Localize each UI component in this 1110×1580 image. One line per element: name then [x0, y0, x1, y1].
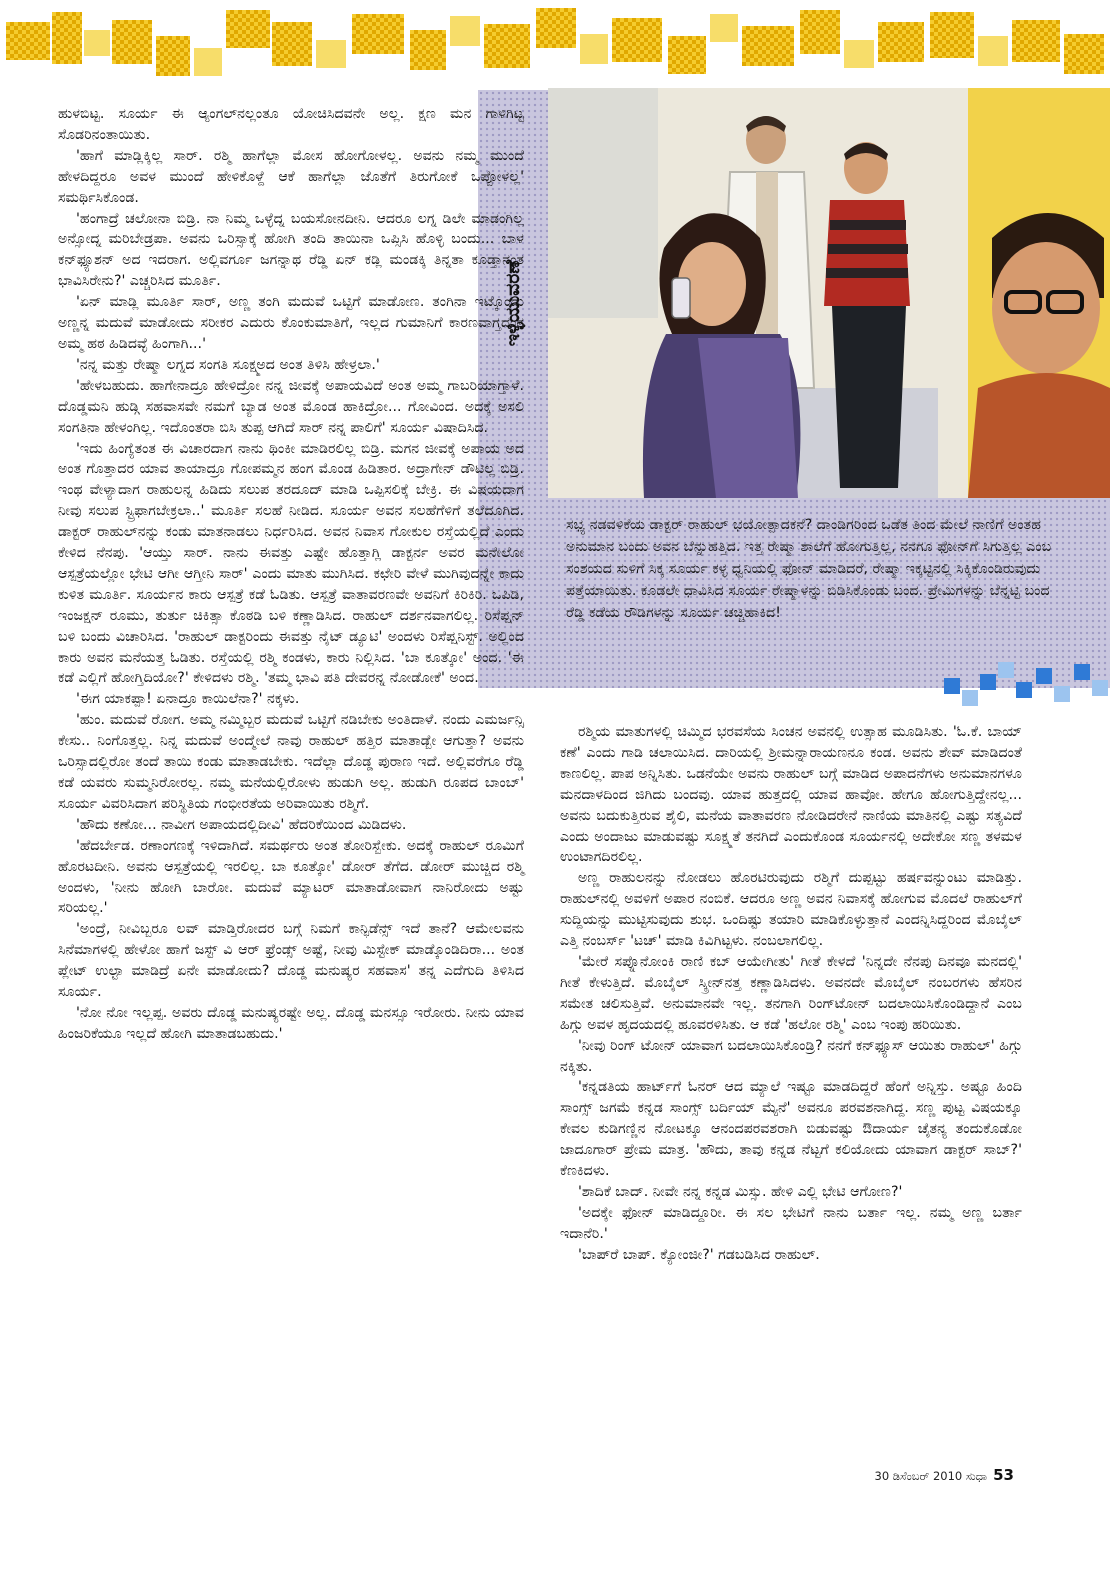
paragraph: 'ನನ್ನ ಮತ್ತು ರೇಷ್ಮಾ ಲಗ್ನದ ಸಂಗತಿ ಸೂಕ್ಷ್ಮಅದ ಅಂತ ತಿಳಿಸಿ ಹೇಳ್ರಲಾ.' [76, 356, 380, 373]
banner-block [1064, 34, 1104, 74]
illustration-image [548, 88, 1110, 498]
banner-block [194, 48, 222, 76]
banner-block [484, 24, 530, 68]
paragraph: 'ಹಾಗೆ ಮಾಡ್ಲಿಕ್ಕಿಲ್ಲ ಸಾರ್. ರಶ್ಮಿ ಹಾಗೆಲ್ಲಾ ಮೋಸ ಹೋಗೋಳಲ್ಲ. ಅವನು ನಮ್ಮ ಮುಂದೆ ಹೇಳದಿದ್ದರೂ ಅವಳ ಮುಂದೆ ಹೇಳಿಕೊಳ್ದೆ ಆಕೆ ಹಾಗೆಲ್ಲಾ ಜೊತೆಗೆ ತಿರುಗೋಕೆ ಒಪ್ಪೋಳಲ್ಲ' ಸಮರ್ಥಿಸಿಕೊಂಡ. [58, 147, 524, 206]
banner-block [1012, 20, 1060, 62]
right-text-column [560, 722, 1022, 1266]
paragraph: 'ಹುಂ. ಮದುವೆ ರೋಗ. ಅಮ್ಮ ನಮ್ಮಿಬ್ಬರ ಮದುವೆ ಒಟ್ಟಿಗೆ ನಡಿಬೇಕು ಅಂತಿದಾಳೆ. ನಂದು ಎಮರ್ಜನ್ಸಿ ಕೇಸು.. ನಿಂಗೊತ್ತಲ್ಲ. ನಿನ್ನ ಮದುವೆ ಅಂದ್ಮೇಲೆ ನಾವು ರಾಹುಲ್ ಹತ್ತಿರ ಮಾತಾಡ್ಬೇ ಆಗುತ್ತಾ? ಅವನು ಒರಿಸ್ಸಾದಲ್ಲಿರೋ ತಂದೆ ತಾಯಿ ಕಂಡು ಮಾತಾಡಬೇಕು. ಇದೆಲ್ಲಾ ದೊಡ್ಡ ಪುರಾಣ ಇದೆ. ಅಲ್ಲಿವರೆಗೂ ರೆಡ್ಡಿ ಕಡೆ ಯವರು ಸುಮ್ಮನಿರೋರಲ್ಲ. ನಮ್ಮ ಮನೆಯಲ್ಲಿರೋಳು ಹುಡುಗಿ ಅಲ್ಲ. ಹುಡುಗಿ ರೂಪದ ಬಾಂಬ್' ಸೂರ್ಯ ವಿವರಿಸಿದಾಗ ಪರಿಸ್ಥಿತಿಯ ಗಂಭೀರತೆಯ ಅರಿವಾಯಿತು ರಶ್ಮಿಗೆ. [58, 712, 524, 812]
banner-block [978, 36, 1008, 66]
paragraph: 'ಹೆದರ್ಬೇಡ. ರಣಾಂಗಣಕ್ಕೆ ಇಳಿದಾಗಿದೆ. ಸಮರ್ಥರು ಅಂತ ತೋರಿಸ್ಬೇಕು. ಅದಕ್ಕೆ ರಾಹುಲ್ ರೂಮಿಗೆ ಹೊರಟದೀನಿ. ಅವನು ಆಸ್ಪತ್ರೆಯಲ್ಲಿ ಇರಲಿಲ್ಲ. ಬಾ ಕೂತ್ಕೋ' ಡೋರ್ ತೆಗೆದ. ಡೋರ್ ಮುಚ್ಚಿದ ರಶ್ಮಿ ಅಂದಳು, 'ನೀನು ಹೋಗಿ ಬಾರೋ. ಮದುವೆ ಮ್ಯಾಟರ್ ಮಾತಾಡೋವಾಗ ನಾನಿರೋದು ಅಷ್ಟು ಸರಿಯಲ್ಲ.' [58, 837, 524, 917]
banner-block [580, 34, 608, 64]
banner-block [710, 14, 738, 42]
paragraph: 'ಶಾದಿಕೆ ಬಾದ್. ನೀವೇ ನನ್ನ ಕನ್ನಡ ಮಿಸ್ಸು. ಹೇಳಿ ಎಲ್ಲಿ ಭೇಟಿ ಆಗೋಣ?' [578, 1183, 903, 1200]
blue-square [1016, 682, 1032, 698]
illustrator-byline: ಇಳ್ಳಿಯುವರಣೆ [502, 259, 524, 347]
paragraph: ರಶ್ಮಿಯ ಮಾತುಗಳಲ್ಲಿ ಚಿಮ್ಮಿದ ಭರವಸೆಯ ಸಿಂಚನ ಅವನಲ್ಲಿ ಉತ್ಸಾಹ ಮೂಡಿಸಿತು. 'ಓ.ಕೆ. ಬಾಯ್ ಕಣೆ' ಎಂದು ಗಾಡಿ ಚಲಾಯಿಸಿದ. ದಾರಿಯಲ್ಲಿ ಶ್ರೀಮನ್ನಾರಾಯಣನೂ ಕಂಡ. ಅವನು ಶೇವ್ ಮಾಡಿದಂತೆ ಕಾಣಲಿಲ್ಲ. ಪಾಪ ಅನ್ನಿಸಿತು. ಒಡನೆಯೇ ಅವನು ರಾಹುಲ್ ಬಗ್ಗೆ ಮಾಡಿದ ಅಪಾದನೆಗಳು ಅನುಮಾನಗಳೂ ಮನದಾಳದಿಂದ ಜಿಗಿದು ಬಂದವು. ಯಾವ ಹುತ್ತದಲ್ಲಿ ಯಾವ ಹಾವೋ. ಹೇಗೂ ಹೋಗುತ್ತಿದ್ದೇನಲ್ಲ... ಅವನು ಬದುಕುತ್ತಿರುವ ಶೈಲಿ, ಮನೆಯ ವಾತಾವರಣ ನೋಡಿದರೇನೆ ನಾಣಿಯ ಮಾತಿನಲ್ಲಿ ಎಷ್ಟು ಸತ್ಯವಿದೆ ಎಂದು ಅಂದಾಜು ಮಾಡುವಷ್ಟು ಸೂಕ್ಷ್ಮತೆ ತನಗಿದೆ ಎಂದುಕೊಂಡ ಸೂರ್ಯನಲ್ಲಿ ಅದೇಕೋ ಸಣ್ಣ ತಳಮಳ ಉಂಟಾಗದಿರಲಿಲ್ಲ. [560, 724, 1022, 866]
banner-block [450, 16, 480, 46]
paragraph: 'ಇದು ಹಿಂಗ್ಯೆತಂತ ಈ ವಿಚಾರದಾಗ ನಾನು ಥಿಂಕೀ ಮಾಡಿರಲಿಲ್ಲ ಬಿಡ್ರಿ. ಮಗನ ಜೀವಕ್ಕೆ ಅಪಾಯ ಅದ ಅಂತ ಗೊತ್ತಾದರ ಯಾವ ತಾಯಾದ್ರೂ ಗೋಪಮ್ಮನ ಹಂಗ ಮೊಂಡ ಹಿಡಿತಾರ. ಅದ್ರಾಗೇನ್ ಡೌಟಿಲ್ಲ ಬಿಡ್ರಿ. ಇಂಥ ವೇಳ್ಯಾದಾಗ ರಾಹುಲನ್ನ ಹಿಡಿದು ಸಲುಪ ತರದೂದ್ ಮಾಡಿ ಒಪ್ಪಿಸಲಿಕ್ಕೆ ಬೇಕ್ರಿ. ಈ ವಿಷಯದಾಗ ನೀವು ಸಲುಪ ಸ್ಟ್ರಿಫಾಗಬೇಕ್ರಲಾ..' ಮೂರ್ತಿ ಸಲಹೆ ನೀಡಿದ. ಸೂರ್ಯ ಅವನ ಸಲಹೆಗೆಳಿಗೆ ತಲೆದೂಗಿದ. ಡಾಕ್ಟರ್ ರಾಹುಲ್‌ನನ್ನು ಕಂಡು ಮಾತನಾಡಲು ನಿರ್ಧರಿಸಿದ. ಅವನ ನಿವಾಸ ಗೋಕುಲ ರಸ್ತೆಯಲ್ಲಿದೆ ಎಂದು ಕೇಳಿದ ನೆನಪು. 'ಆಯ್ತು ಸಾರ್. ನಾನು ಈವತ್ತು ಎಷ್ಟೇ ಹೊತ್ತಾಗ್ಲಿ ಡಾಕ್ಟರ್ನ ಅವರ ಮನೇಲೋ ಆಸ್ಪತ್ರೆಯಲ್ಲೋ ಭೇಟಿ ಆಗೀ ಆಗ್ತೀನಿ ಸಾರ್' ಎಂದು ಮಾತು ಮುಗಿಸಿದ. ಕಛೇರಿ ವೇಳೆ ಮುಗಿವುದನ್ನೇ ಕಾದು ಕುಳಿತ ಮೂರ್ತಿ. ಸೂರ್ಯನ ಕಾರು ಆಸ್ಪತ್ರೆ ಕಡೆ ಓಡಿತು. ಆಸ್ಪತ್ರೆ ವಾತಾವರಣವೇ ಅವನಿಗೆ ಕಿರಿಕಿರಿ. ಒಪಿಡಿ, ಇಂಜಕ್ಷನ್ ರೂಮು, ತುರ್ತು ಚಿಕಿತ್ಸಾ ಕೊಠಡಿ ಬಳಿ ಕಣ್ಣಾಡಿಸಿದ. ರಾಹುಲ್ ದರ್ಶನವಾಗಲಿಲ್ಲ. ರಿಸೆಪ್ಷನ್ ಬಳಿ ಬಂದು ವಿಚಾರಿಸಿದ. 'ರಾಹುಲ್ ಡಾಕ್ಟರಿಂದು ಈವತ್ತು ನೈಟ್ ಡ್ಯೂಟಿ' ಅಂದಳು ರಿಸೆಪ್ಷನಿಸ್ಟ್. ಅಲ್ಲಿಂದ ಕಾರು ಅವನ ಮನೆಯತ್ತ ಓಡಿತು. ರಸ್ತೆಯಲ್ಲಿ ರಶ್ಮಿ ಕಂಡಳು, ಕಾರು ನಿಲ್ಲಿಸಿದ. 'ಬಾ ಕೂತ್ಕೋ' ಅಂದ. 'ಈ ಕಡೆ ಎಲ್ಲಿಗೆ ಹೋಗ್ತಿದಿಯೋ?' ಕೇಳಿದಳು ರಶ್ಮಿ. 'ತಮ್ಮ ಭಾವಿ ಪತಿ ದೇವರನ್ನ ನೋಡೋಕೆ' ಅಂದ. [58, 440, 525, 687]
story-illustration [548, 88, 1110, 498]
banner-block [112, 20, 152, 64]
paragraph: 'ಅಂದ್ರೆ, ನೀವಿಬ್ಬರೂ ಲವ್ ಮಾಡ್ತಿರೋದರ ಬಗ್ಗೆ ನಿಮಗೆ ಕಾನ್ಫಿಡೆನ್ಸ್ ಇದೆ ತಾನೆ? ಆಮೇಲವನು ಸಿನೆಮಾಗಳಲ್ಲಿ ಹೇಳೋ ಹಾಗೆ ಜಸ್ಟ್ ವಿ ಆರ್ ಫ್ರೆಂಡ್ಸ್ ಅಷ್ಟೆ, ನೀವು ಮಿಸ್ಟೇಕ್ ಮಾಡ್ಕೊಂಡಿದಿರಾ... ಅಂತ ಪ್ಲೇಟ್ ಉಲ್ಟಾ ಮಾಡಿದ್ರೆ ಏನೇ ಮಾಡೋದು? ದೊಡ್ಡ ಮನುಷ್ಯರ ಸಹವಾಸ' ತನ್ನ ಎದೆಗುದಿ ತಿಳಿಸಿದ ಸೂರ್ಯ. [58, 921, 524, 1001]
paragraph: 'ಏನ್ ಮಾಡ್ಲಿ ಮೂರ್ತಿ ಸಾರ್, ಅಣ್ಣ ತಂಗಿ ಮದುವೆ ಒಟ್ಟಿಗೆ ಮಾಡೋಣ. ತಂಗಿನಾ ಇಟ್ಕೊಂಡು ಅಣ್ಣನ್ನ ಮದುವೆ ಮಾಡೋದು ಸರೀಕರ ಎದುರು ಕೊಂಕುಮಾತಿಗೆ, ಇಲ್ಲದ ಗುಮಾನಿಗೆ ಕಾರಣವಾಗ್ತದಂತ ಅಮ್ಮ ಹಠ ಹಿಡಿದವ್ಳೆ ಹಿಂಗಾಗಿ...' [58, 294, 524, 352]
blue-square [998, 662, 1014, 678]
banner-block [844, 40, 874, 68]
left-text-column [58, 104, 524, 1045]
paragraph: 'ಈಗ ಯಾಕಪ್ಪಾ! ಏನಾದ್ರೂ ಕಾಯಿಲೆನಾ?' ನಕ್ಕಳು. [76, 691, 300, 708]
banner-block [536, 8, 576, 48]
top-decorative-banner [0, 0, 1110, 92]
blue-square [1054, 686, 1070, 702]
banner-block [742, 26, 794, 66]
banner-block [316, 40, 346, 68]
paragraph: 'ಬಾಪ್‌ರೆ ಬಾಪ್. ಕ್ಯೋಂಜೀ?' ಗಡಬಡಿಸಿದ ರಾಹುಲ್. [578, 1246, 820, 1263]
blue-square [962, 690, 978, 706]
banner-block [930, 12, 974, 58]
banner-block [410, 30, 446, 70]
paragraph: 'ಕನ್ನಡತಿಯ ಹಾರ್ಟ್‌ಗೆ ಓನರ್ ಆದ ಮ್ಯಾಲೆ ಇಷ್ಟೂ ಮಾಡದಿದ್ದರೆ ಹೆಂಗೆ ಅನ್ನಿಸ್ತು. ಅಷ್ಟೂ ಹಿಂದಿ ಸಾಂಗ್ಸ್ ಜಗಮೆ ಕನ್ನಡ ಸಾಂಗ್ಸ್ ಬರ್ದಿಯ್ ಮ್ಯೆನೆ' ಅವನೂ ಪರವಶನಾಗಿದ್ದ. ಸಣ್ಣ ಪುಟ್ಟ ವಿಷಯಕ್ಕೂ ಕೇವಲ ಕುಡಿಗಣ್ಣಿನ ನೋಟಕ್ಕೂ ಆನಂದಪರವಶರಾಗಿ ಬಿಡುವಷ್ಟು ಔದಾರ್ಯ ಚೈತನ್ಯ ತಂದುಕೊಡೋ ಜಾದೂಗಾರ್ ಪ್ರೇಮ ಮಾತ್ರ. 'ಹೌದು, ತಾವು ಕನ್ನಡ ನೆಟ್ಟಗೆ ಕಲಿಯೋದು ಯಾವಾಗ ಡಾಕ್ಟರ್ ಸಾಬ್?' ಕೆಣಕಿದಳು. [560, 1079, 1022, 1180]
banner-block [226, 10, 270, 48]
paragraph: ಅಣ್ಣ ರಾಹುಲನನ್ನು ನೋಡಲು ಹೊರಟಿರುವುದು ರಶ್ಮಿಗೆ ದುಪ್ಪಟ್ಟು ಹರ್ಷವನ್ನುಂಟು ಮಾಡಿತ್ತು. ರಾಹುಲ್‌ನಲ್ಲಿ ಅವಳಿಗೆ ಅಪಾರ ನಂಬಿಕೆ. ಆದರೂ ಅಣ್ಣ ಅವನ ನಿವಾಸಕ್ಕೆ ಹೋಗುವ ಮೊದಲೆ ರಾಹುಲ್‌ಗೆ ಸುದ್ದಿಯನ್ನು ಮುಟ್ಟಿಸುವುದು ಶುಭ. ಒಂದಿಷ್ಟು ತಯಾರಿ ಮಾಡಿಕೊಳ್ಳುತ್ತಾನೆ ಎಂದನ್ನಿಸಿದ್ದರಿಂದ ಮೊಬೈಲ್ ಎತ್ತಿ ನಂಬರ್ಸ್ 'ಟಚ್' ಮಾಡಿ ಕಿವಿಗಿಟ್ಟಳು. ನಂಬಲಾಗಲಿಲ್ಲ. [560, 870, 1022, 950]
blue-square [944, 678, 960, 694]
banner-block [6, 22, 50, 60]
banner-block [272, 22, 312, 66]
banner-block [156, 36, 190, 76]
page-footer [875, 1466, 1015, 1484]
paragraph: 'ನೀವು ರಿಂಗ್ ಟೋನ್ ಯಾವಾಗ ಬದಲಾಯಿಸಿಕೊಂಡ್ರಿ? ನನಗೆ ಕನ್‌ಫ್ಯೂಸ್ ಆಯಿತು ರಾಹುಲ್' ಹಿಗ್ಗು ನಕ್ಕಿತು. [560, 1037, 1022, 1075]
banner-block [84, 30, 110, 56]
page-number: 53 [993, 1466, 1014, 1484]
banner-block [668, 36, 706, 74]
paragraph: 'ಮೇರೆ ಸಪ್ನೊನೋಂಕಿ ರಾಣಿ ಕಬ್ ಆಯೇಗೀತು' ಗೀತೆ ಕೇಳದೆ 'ನಿನ್ನದೇ ನೆನಪು ದಿನವೂ ಮನದಲ್ಲಿ' ಗೀತೆ ಕೇಳುತ್ತಿದೆ. ಮೊಬೈಲ್ ಸ್ಕ್ರೀನ್‌ನತ್ತ ಕಣ್ಣಾಡಿಸಿದಳು. ಅವನದೇ ಮೊಬೈಲ್ ನಂಬರಗಳು ಹೆಸರಿನ ಸಮೇತ ಚಲಿಸುತ್ತಿವೆ. ಅನುಮಾನವೇ ಇಲ್ಲ. ತನಗಾಗಿ ರಿಂಗ್‌ಟೋನ್ ಬದಲಾಯಿಸಿಕೊಂಡಿದ್ದಾನೆ ಎಂಬ ಹಿಗ್ಗು ಅವಳ ಹೃದಯದಲ್ಲಿ ಹೂವರಳಿಸಿತು. ಆ ಕಡೆ 'ಹಲೋ ರಶ್ಮಿ' ಎಂಬ ಇಂಪು ಹರಿಯಿತು. [560, 953, 1022, 1033]
banner-block [878, 22, 924, 62]
blue-square [1074, 664, 1090, 680]
paragraph: 'ಹಂಗಾದ್ರೆ ಚಲೋನಾ ಬಿಡ್ರಿ. ನಾ ನಿಮ್ಮ ಒಳ್ಳೆದ್ನ ಬಯಸೋನದೀನಿ. ಆದರೂ ಲಗ್ನ ಡಿಲೇ ಮಾಡಂಗಿಲ್ಲ ಅನ್ಸೋದ್ನ ಮರಿಬೇಡ್ರಪಾ. ಅವನು ಒರಿಸ್ಸಾಕ್ಕೆ ಹೋಗಿ ತಂದಿ ತಾಯಿನಾ ಒಪ್ಸಿಸಿ ಹೊಳ್ಳಿ ಬಂದು... ಬಾಳ ಕನ್‌ಫ್ಯೂಶನ್ ಅದ ಇದರಾಗ. ಅಲ್ಲಿವರ್ಗೂ ಜಗನ್ನಾಥ ರೆಡ್ಡಿ ಏನ್ ಕಡ್ಲಿ ಮಂಡಕ್ಕಿ ತಿನ್ನತಾ ಕೂಡ್ತಾನಂತ ಭಾವಿಸಿರೇನು?' ಎಚ್ಚರಿಸಿದ ಮೂರ್ತಿ. [58, 210, 524, 290]
paragraph: 'ಅದಕ್ಕೇ ಫೋನ್ ಮಾಡಿದ್ದೂರೀ. ಈ ಸಲ ಭೇಟಿಗೆ ನಾನು ಬರ್ತಾ ಇಲ್ಲ. ನಮ್ಮ ಅಣ್ಣ ಬರ್ತಾ ಇದಾನೆರಿ.' [560, 1204, 1022, 1242]
blue-square [1092, 680, 1108, 696]
footer-date-magazine: 30 ಡಿಸೆಂಬರ್ 2010 ಸುಧಾ [874, 1469, 988, 1483]
blue-square [1036, 668, 1052, 684]
banner-block [352, 14, 404, 54]
blue-square [980, 674, 996, 690]
banner-block [800, 10, 840, 54]
decorative-blue-squares [944, 660, 1110, 708]
banner-block [52, 12, 82, 64]
illustration-caption: ಸಭ್ಯ ನಡವಳಿಕೆಯ ಡಾಕ್ಟರ್ ರಾಹುಲ್ ಭಯೋತ್ಪಾದಕನೆ? ದಾಂಡಿಗರಿಂದ ಒಡೆತ ತಿಂದ ಮೇಲೆ ನಾಣಿಗೆ ಅಂತಹ ಅನುಮಾನ ಬಂದು ಅವನ ಬೆನ್ನುಹತ್ತಿದ. ಇತ್ತ ರೇಷ್ಮಾ ಶಾಲೆಗೆ ಹೋಗುತ್ತಿಲ್ಲ, ನನಗೂ ಫೋನ್‌ಗೆ ಸಿಗುತ್ತಿಲ್ಲ ಎಂಬ ಸಂಶಯದ ಸುಳಿಗೆ ಸಿಕ್ಕ ಸೂರ್ಯ ಕಳ್ಳ ಧ್ವನಿಯಲ್ಲಿ ಫೋನ್ ಮಾಡಿದರೆ, ರೇಷ್ಮಾ ಇಕ್ಕಟ್ಟಿನಲ್ಲಿ ಸಿಕ್ಕಿಕೊಂಡಿರುವುದು ಪತ್ತೆಯಾಯಿತು. ಕೂಡಲೇ ಧಾವಿಸಿದ ಸೂರ್ಯ ರೇಷ್ಮಾಳನ್ನು ಬಿಡಿಸಿಕೊಂಡು ಬಂದ. ಪ್ರೇಮಿಗಳನ್ನು ಬೆನ್ನಟ್ಟಿ ಬಂದ ರೆಡ್ಡಿ ಕಡೆಯ ರೌಡಿಗಳನ್ನು ಸೂರ್ಯ ಚಚ್ಚಿಹಾಕಿದ! [566, 517, 1052, 621]
paragraph: 'ನೋ ನೋ ಇಲ್ಲಪ್ಪ. ಅವರು ದೊಡ್ಡ ಮನುಷ್ಯರಷ್ಟೇ ಅಲ್ಲ. ದೊಡ್ಡ ಮನಸ್ಸೂ ಇರೋರು. ನೀನು ಯಾವ ಹಿಂಜರಿಕೆಯೂ ಇಲ್ಲದೆ ಹೋಗಿ ಮಾತಾಡಬಹುದು.' [58, 1004, 524, 1042]
paragraph: 'ಹೇಳಬಹುದು. ಹಾಗೇನಾದ್ರೂ ಹೇಳಿದ್ರೋ ನನ್ನ ಜೀವಕ್ಕೆ ಅಪಾಯವಿದೆ ಅಂತ ಅಮ್ಮ ಗಾಬರಿಯಾಗ್ತಾಳೆ. ದೊಡ್ಡಮನಿ ಹುಡ್ಗಿ ಸಹವಾಸವೇ ನಮಗೆ ಬ್ಯಾಡ ಅಂತ ಮೊಂಡ ಹಾಕಿದ್ರೋ... ಗೋವಿಂದ. ಅದಕ್ಕೆ ಅಸಲಿ ಸಂಗತಿನಾ ಹೇಳಂಗಿಲ್ಲ. ಇದೊಂತರಾ ಬಿಸಿ ತುಪ್ಪ ಆಗಿದೆ ಸಾರ್ ನನ್ನ ಪಾಲಿಗೆ' ಸೂರ್ಯ ವಿಷಾದಿಸಿದ. [58, 377, 524, 436]
banner-block [612, 18, 662, 62]
paragraph: ಹುಳಬಿಟ್ಟ. ಸೂರ್ಯ ಈ ಆ್ಯಂಗಲ್‌ನಲ್ಲಂತೂ ಯೋಚಿಸಿದವನೇ ಅಲ್ಲ. ಕ್ಷಣ ಮನ ಗಾಳಿಗಿಟ್ಟ ಸೊಡರಿನಂತಾಯಿತು. [58, 106, 524, 143]
paragraph: 'ಹೌದು ಕಣೋ... ನಾವೀಗ ಅಪಾಯದಲ್ಲಿದೀವಿ' ಹೆದರಿಕೆಯಿಂದ ಮಿಡಿದಳು. [76, 816, 407, 833]
